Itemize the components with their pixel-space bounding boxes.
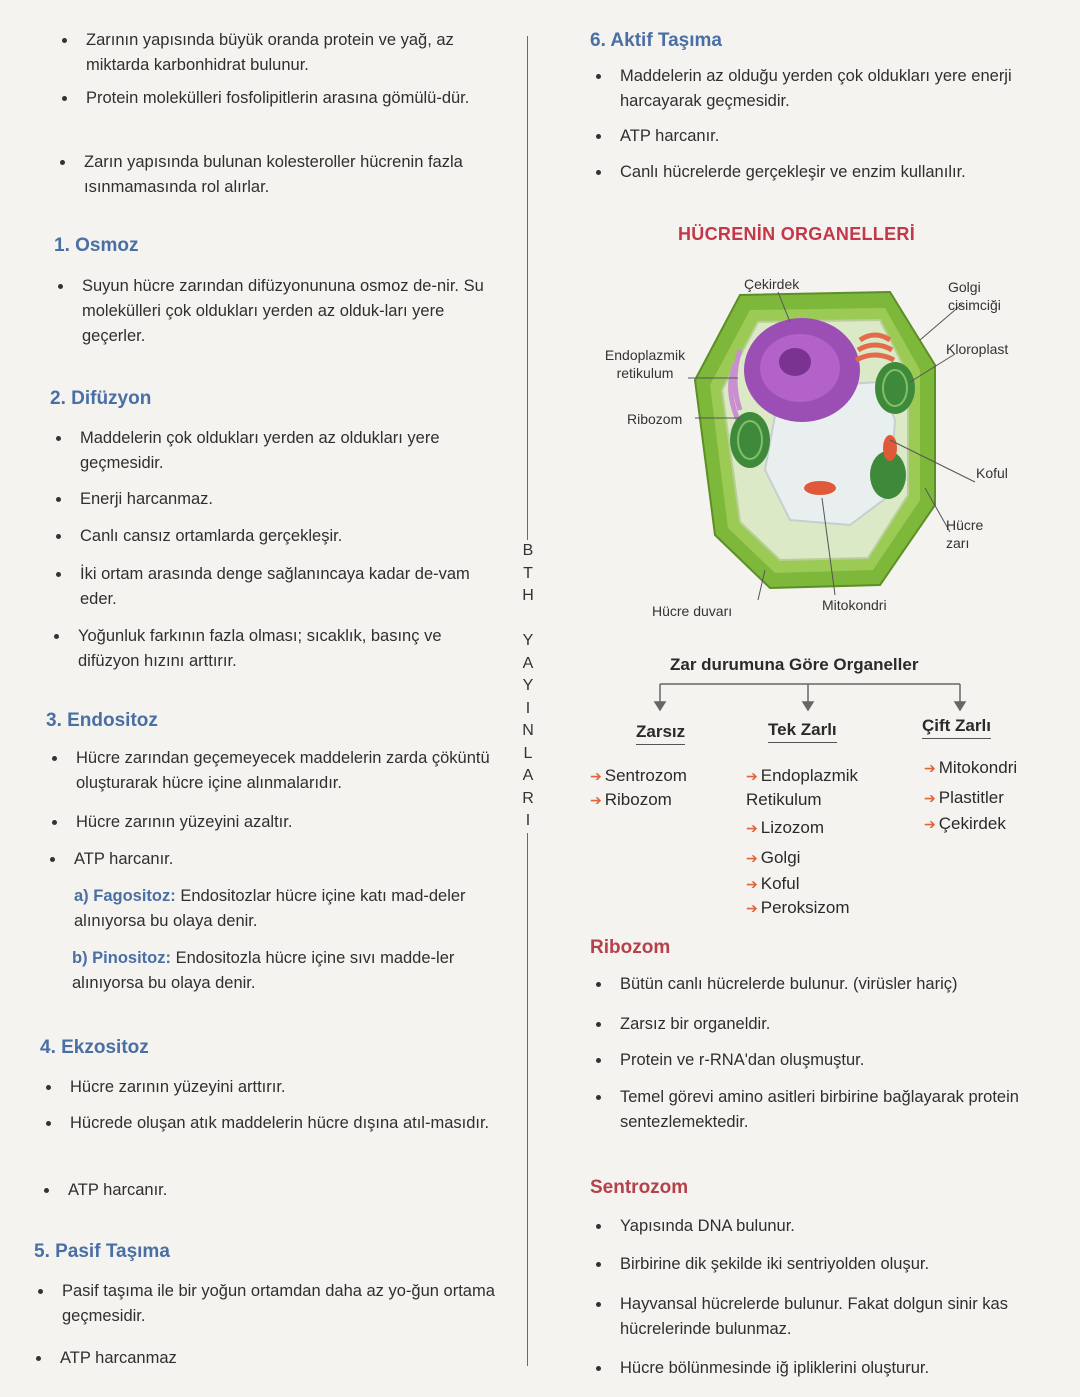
arrow-icon: ➔ [746,850,758,866]
label-endoplazmik: Endoplazmik retikulum [604,347,686,381]
vertical-label-char: L [523,744,533,762]
vertical-label-char: T [523,564,533,582]
aktif-bullet-1: Maddelerin az olduğu yerden çok oldukları yere enerji harcayarak geçmesidir. [620,64,1050,114]
arrow-icon: ➔ [924,760,936,776]
sentrozom-title: Sentrozom [590,1177,689,1198]
zarsiz-item-2: ➔ Ribozom [590,790,672,809]
cift-zarli-item-1: ➔ Mitokondri [924,758,1018,777]
vertical-label-char: N [522,722,534,739]
pasif-bullet-2: ATP harcanmaz [60,1346,500,1371]
fagositoz-paragraph [74,884,506,934]
intro-bullet-3: Zarın yapısında bulunan kolesteroller hücrenin fazla ısınmamasında rol alırlar. [84,150,506,200]
arrow-icon: ➔ [590,768,602,784]
osmoz-bullet-1: Suyun hücre zarından difüzyonununa osmoz de-nir. Su molekülleri çok oldukları yerden az olduk-ları yere geçerler. [82,274,506,349]
sentrozom-bullet-2: Birbirine dik şekilde iki sentriyolden oluşur. [620,1252,1060,1277]
zar-title: Zar durumuna Göre Organeller [670,655,919,674]
label-golgi: Golgi cisimciği [948,279,1001,313]
difuzyon-bullet-3: Canlı cansız ortamlarda gerçekleşir. [80,524,506,549]
arrow-icon: ➔ [924,790,936,806]
vertical-label-char: H [522,587,534,604]
sentrozom-bullet-4: Hücre bölünmesinde iğ ipliklerini oluşturur. [620,1356,1060,1381]
aktif-bullet-2: ATP harcanır. [620,124,1050,149]
tek-zarli-item-3: ➔ Golgi [746,848,801,867]
aktif-bullet-3: Canlı hücrelerde gerçekleşir ve enzim kullanılır. [620,160,1050,185]
zarsiz-item-1: ➔ Sentrozom [590,766,687,785]
aktif-title: 6. Aktif Taşıma [590,30,722,51]
label-koful: Koful [976,465,1008,481]
label-kloroplast: Kloroplast [946,341,1009,357]
vertical-label-char: R [522,789,534,807]
organelles-title: HÜCRENİN ORGANELLERİ [678,224,916,244]
fagositoz-text: Endositozlar hücre içine katı mad-deler alınıyorsa bu olaya denir. [74,887,466,930]
label-hucre-duvari: Hücre duvarı [652,603,733,619]
difuzyon-bullet-2: Enerji harcanmaz. [80,487,506,512]
osmoz-title: 1. Osmoz [54,235,139,256]
vertical-label-char [519,608,537,631]
sentrozom-bullet-3: Hayvansal hücrelerde bulunur. Fakat dolgun sinir kas hücrelerinde bulunmaz. [620,1292,1060,1342]
ribozom-bullet-3: Protein ve r-RNA'dan oluşmuştur. [620,1048,1060,1073]
pinositoz-paragraph [72,946,506,996]
pasif-title: 5. Pasif Taşıma [34,1241,170,1262]
cift-zarli-item-2: ➔ Plastitler [924,788,1004,807]
arrow-icon: ➔ [746,768,758,784]
intro-bullet-2: Protein molekülleri fosfolipitlerin arasına gömülü-dür. [86,86,506,111]
vertical-label-char: Y [522,677,534,694]
tek-zarli-heading: Tek Zarlı [768,720,837,743]
ekzositoz-bullet-2: Hücrede oluşan atık maddelerin hücre dışına atıl-masıdır. [70,1111,504,1136]
ribozom-bullet-4: Temel görevi amino asitleri birbirine bağlayarak protein sentezlemektedir. [620,1085,1060,1135]
label-hucre-zari: Hücre zarı [946,517,984,551]
difuzyon-bullet-4: İki ortam arasında denge sağlanıncaya kadar de-vam eder. [80,562,506,612]
difuzyon-bullet-5: Yoğunluk farkının fazla olması; sıcaklık, basınç ve difüzyon hızını arttırır. [78,624,506,674]
pinositoz-text: Endositozla hücre içine sıvı madde-ler alınıyorsa bu olaya denir. [72,949,455,992]
endositoz-bullet-2: Hücre zarının yüzeyini azaltır. [76,810,506,835]
label-mitokondri: Mitokondri [822,597,887,613]
ribozom-bullet-2: Zarsız bir organeldir. [620,1012,1060,1037]
tek-zarli-item-5: ➔ Peroksizom [746,898,850,917]
ribozom-bullet-1: Bütün canlı hücrelerde bulunur. (virüsler hariç) [620,972,1060,997]
pasif-bullet-1: Pasif taşıma ile bir yoğun ortamdan daha az yo-ğun ortama geçmesidir. [62,1279,502,1329]
difuzyon-bullet-1: Maddelerin çok oldukları yerden az oldukları yere geçmesidir. [80,426,506,476]
difuzyon-title: 2. Difüzyon [50,388,152,409]
tek-zarli-item-2: ➔ Lizozom [746,818,825,837]
zar-tree-lines [640,678,980,712]
vertical-label-char: A [522,767,534,784]
ekzositoz-bullet-1: Hücre zarının yüzeyini arttırır. [70,1075,504,1100]
arrow-icon: ➔ [924,816,936,832]
vertical-label-char: A [522,654,534,672]
ribozom-title: Ribozom [590,937,671,958]
arrow-icon: ➔ [746,876,758,892]
ekzositoz-title: 4. Ekzositoz [40,1037,149,1058]
endositoz-title: 3. Endositoz [46,710,158,731]
fagositoz-term: a) Fagositoz: [74,887,176,905]
plant-cell-diagram [590,270,1050,630]
cift-zarli-item-3: ➔ Çekirdek [924,814,1006,833]
arrow-icon: ➔ [746,820,758,836]
cift-zarli-heading: Çift Zarlı [922,716,991,739]
pinositoz-term: b) Pinositoz: [72,949,171,967]
sentrozom-bullet-1: Yapısında DNA bulunur. [620,1214,1060,1239]
endositoz-bullet-1: Hücre zarından geçemeyecek maddelerin zarda çöküntü oluşturarak hücre içine alınmalarıdır. [76,746,506,796]
endositoz-bullet-3: ATP harcanır. [74,847,504,872]
vertical-label-char: B [522,542,534,559]
vertical-label-char: I [525,812,531,829]
label-ribozom: Ribozom [627,411,683,427]
ekzositoz-bullet-3: ATP harcanır. [68,1178,502,1203]
publisher-vertical-label [519,540,537,833]
zarsiz-heading: Zarsız [636,722,685,745]
intro-bullet-1: Zarının yapısında büyük oranda protein ve yağ, az miktarda karbonhidrat bulunur. [86,28,506,78]
tek-zarli-item-4: ➔ Koful [746,874,800,893]
arrow-icon: ➔ [746,900,758,916]
vertical-label-char: I [525,699,531,717]
vertical-label-char: Y [522,632,534,649]
label-cekirdek: Çekirdek [744,276,800,292]
tek-zarli-item-1: ➔ Endoplazmik Retikulum [746,766,859,809]
mitochondrion-shape [804,481,836,495]
arrow-icon: ➔ [590,792,602,808]
